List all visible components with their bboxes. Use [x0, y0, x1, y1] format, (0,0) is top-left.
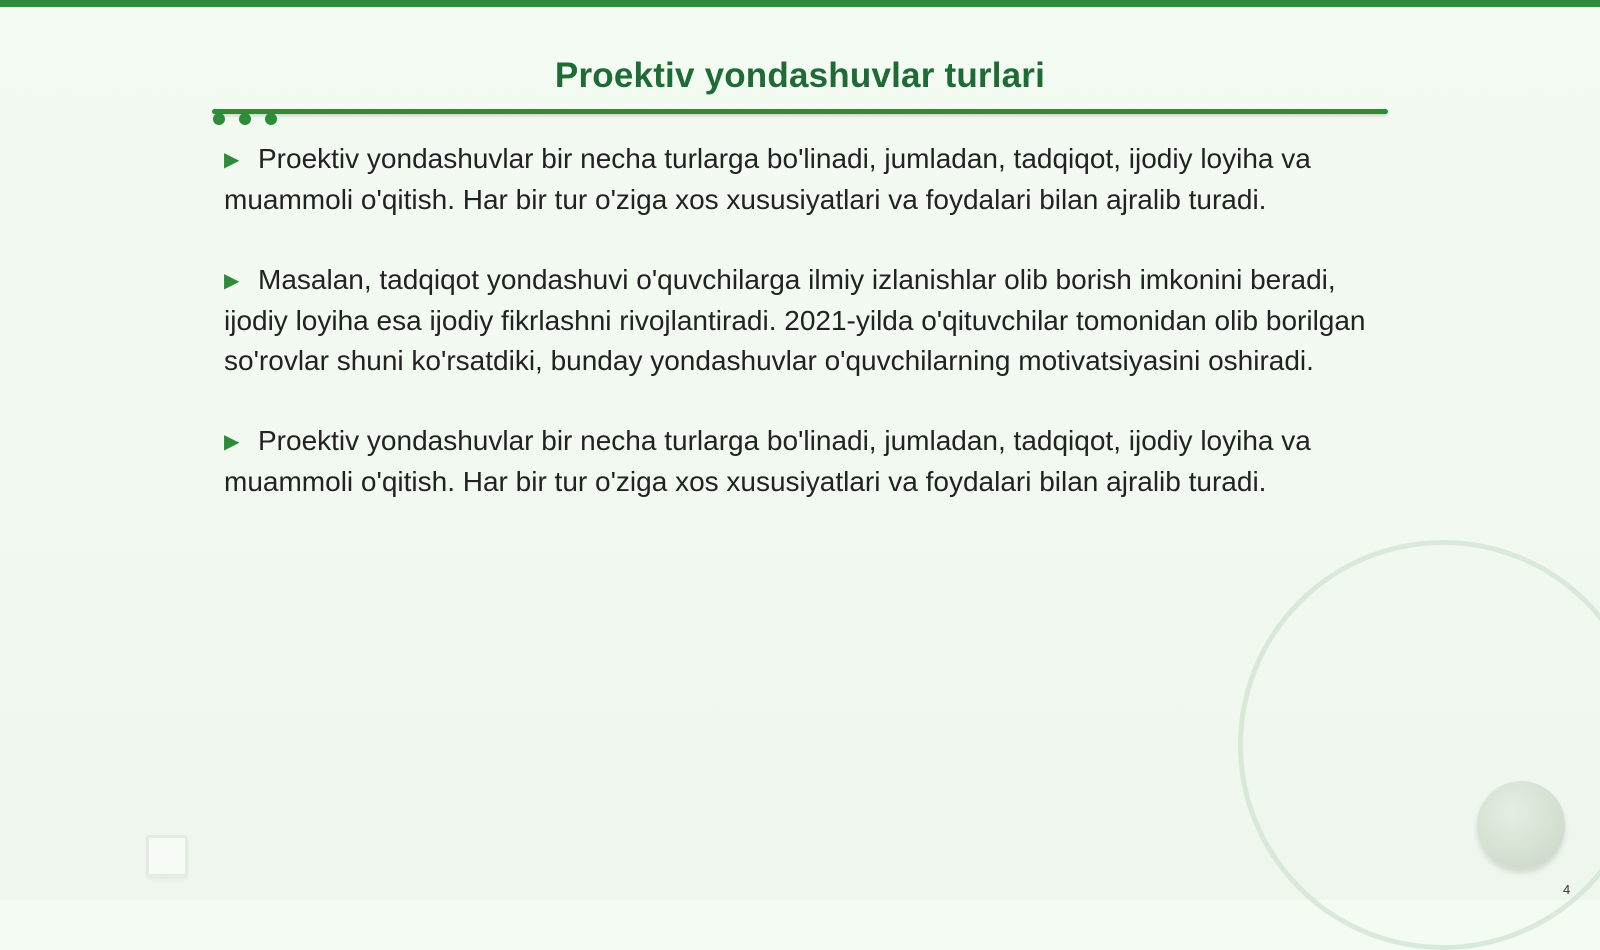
bullet-item	[224, 421, 1374, 502]
triangle-right-icon: ▶	[224, 270, 240, 292]
decorative-dot	[213, 113, 225, 125]
bullet-item	[224, 139, 1374, 220]
triangle-right-icon: ▶	[224, 149, 240, 171]
bullet-text: Proektiv yondashuvlar bir necha turlarga bo'linadi, jumladan, tadqiqot, ijodiy loyiha va muammoli o'qitish. Har bir tur o'ziga xos xususiyatlari va foydalari bilan ajralib turadi.	[224, 425, 1311, 497]
decorative-circle	[1477, 781, 1565, 869]
bullet-list	[224, 139, 1374, 542]
decorative-dot	[239, 113, 251, 125]
bullet-item	[224, 260, 1374, 381]
decorative-dot	[265, 113, 277, 125]
slide-title: Proektiv yondashuvlar turlari	[554, 56, 1046, 95]
slide-number: 4	[1563, 882, 1571, 897]
decorative-square	[146, 835, 188, 877]
title-underline	[212, 109, 1388, 114]
bullet-text: Masalan, tadqiqot yondashuvi o'quvchilarga ilmiy izlanishlar olib borish imkonini beradi, ijodiy loyiha esa ijodiy fikrlashni rivojlantiradi. 2021-yilda o'qituvchilar tomonidan olib borilgan so'rovlar shuni ko'rsatdiki, bunday yondashuvlar o'quvchilarning motivatsiyasini oshiradi.	[224, 264, 1366, 376]
bullet-text: Proektiv yondashuvlar bir necha turlarga bo'linadi, jumladan, tadqiqot, ijodiy loyiha va muammoli o'qitish. Har bir tur o'ziga xos xususiyatlari va foydalari bilan ajralib turadi.	[224, 143, 1311, 215]
triangle-right-icon: ▶	[224, 431, 240, 453]
decorative-ring	[1238, 540, 1600, 950]
top-accent-bar	[0, 0, 1600, 7]
